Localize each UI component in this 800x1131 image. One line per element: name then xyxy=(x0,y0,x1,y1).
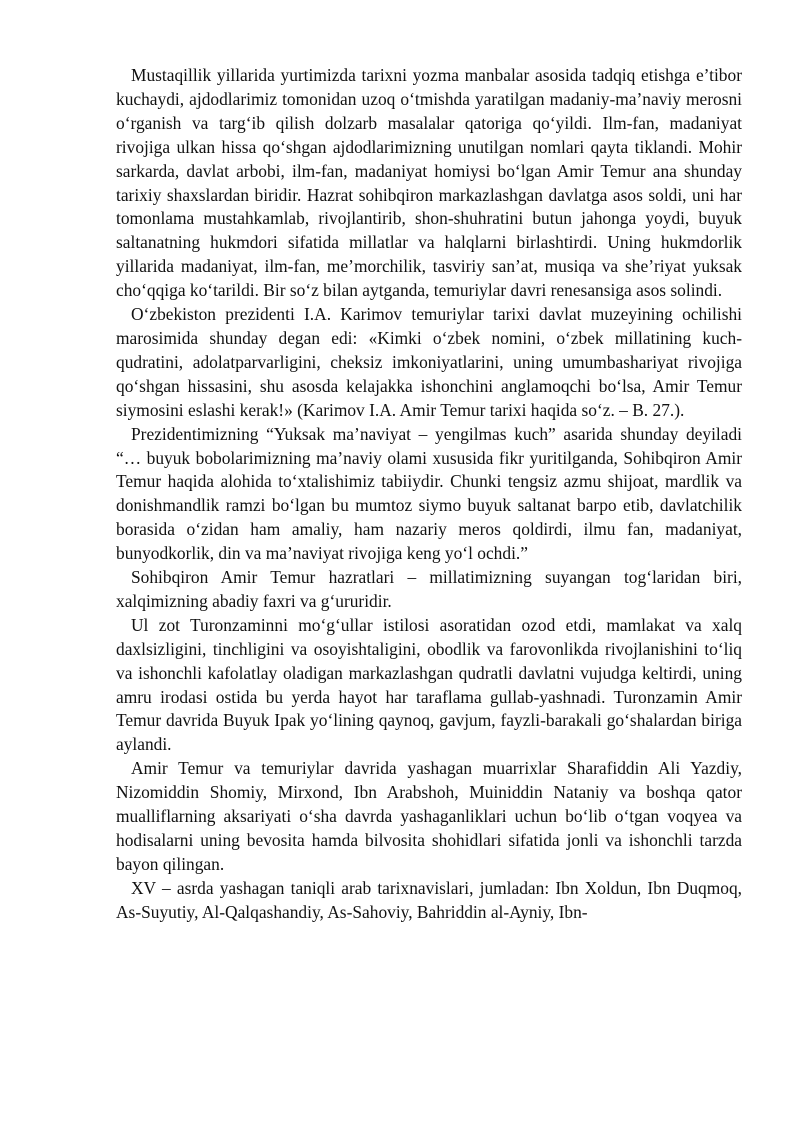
paragraph: Amir Temur va temuriylar davrida yashagan muarrixlar Sharafiddin Ali Yazdiy, Nizomiddin Shomiy, Mirxond, Ibn Arabshoh, Muiniddin Nataniy va boshqa qator mualliflarning aksariyati o‘sha davrda yashaganliklari uchun bo‘lib o‘tgan voqyea va hodisalarni uning bevosita hamda bilvosita shohidlari sifatida jonli va ishonchli tarzda bayon qilingan. xyxy=(116,758,742,874)
paragraph: Prezidentimizning “Yuksak ma’naviyat – yengilmas kuch” asarida shunday deyiladi “… buyuk bobolarimizning ma’naviy olami xususida fikr yuritilganda, Sohibqiron Amir Temur haqida alohida to‘xtalishimiz tabiiydir. Chunki tengsiz azmu shijoat, mardlik va donishmandlik ramzi bo‘lgan bu mumtoz siymo buyuk saltanat barpo etib, davlatchilik borasida o‘zidan ham amaliy, ham nazariy meros qoldirdi, ilmu fan, madaniyat, bunyodkorlik, din va ma’naviyat rivojiga keng yo‘l ochdi.” xyxy=(116,423,742,564)
paragraph: Sohibqiron Amir Temur hazratlari – millatimizning suyangan tog‘laridan biri, xalqimizning abadiy faxri va g‘ururidir. xyxy=(116,567,742,611)
paragraph: Ul zot Turonzaminni mo‘g‘ullar istilosi asoratidan ozod etdi, mamlakat va xalq daxlsizligini, tinchligini va osoyishtaligini, obodlik va farovonlikda rivojlanishini to‘liq va ishonchli kafolatlay oladigan markazlashgan qudratli davlatni vujudga keltirdi, uning amru irodasi ostida bu yerda hayot har taraflama gullab-yashnadi. Turonzamin Amir Temur davrida Buyuk Ipak yo‘lining qaynoq, gavjum, fayzli-barakali go‘shalardan biriga aylandi. xyxy=(116,614,742,755)
paragraph: O‘zbekiston prezidenti I.A. Karimov temuriylar tarixi davlat muzeyining ochilishi marosimida shunday degan edi: «Kimki o‘zbek nomini, o‘zbek millatining kuch-qudratini, adolatparvarligini, cheksiz imkoniyatlarini, uning umumbashariyat rivojiga qo‘shgan hissasini, shu asosda kelajakka ishonchini anglamoqchi bo‘lsa, Amir Temur siymosini eslashi kerak!» (Karimov I.A. Amir Temur tarixi haqida so‘z. – B. 27.). xyxy=(116,304,742,420)
paragraph: XV – asrda yashagan taniqli arab tarixnavislari, jumladan: Ibn Xoldun, Ibn Duqmoq, As-Suyutiy, Al-Qalqashandiy, As-Sahoviy, Bahriddin al-Ayniy, Ibn- xyxy=(116,877,742,922)
document-page xyxy=(116,64,742,925)
paragraph: Mustaqillik yillarida yurtimizda tarixni yozma manbalar asosida tadqiq etishga e’tibor kuchaydi, ajdodlarimiz tomonidan uzoq o‘tmishda yaratilgan madaniy-ma’naviy merosni o‘rganish va targ‘ib qilish dolzarb masalalar qatoriga qo‘yildi. Ilm-fan, madaniyat rivojiga ulkan hissa qo‘shgan ajdodlarimizning unutilgan nomlari qayta tiklandi. Mohir sarkarda, davlat arbobi, ilm-fan, madaniyat homiysi bo‘lgan Amir Temur ana shunday tarixiy shaxslardan biridir. Hazrat sohibqiron markazlashgan davlatga asos soldi, uni har tomonlama mustahkamlab, rivojlantirib, shon-shuhratini butun jahonga yoydi, buyuk saltanatning hukmdori sifatida millatlar va halqlarni birlashtirdi. Uning hukmdorlik yillarida madaniyat, ilm-fan, me’morchilik, tasviriy san’at, musiqa va she’riyat yuksak cho‘qqiga ko‘tarildi. Bir so‘z bilan aytganda, temuriylar davri renesansiga asos solindi. xyxy=(116,65,742,301)
